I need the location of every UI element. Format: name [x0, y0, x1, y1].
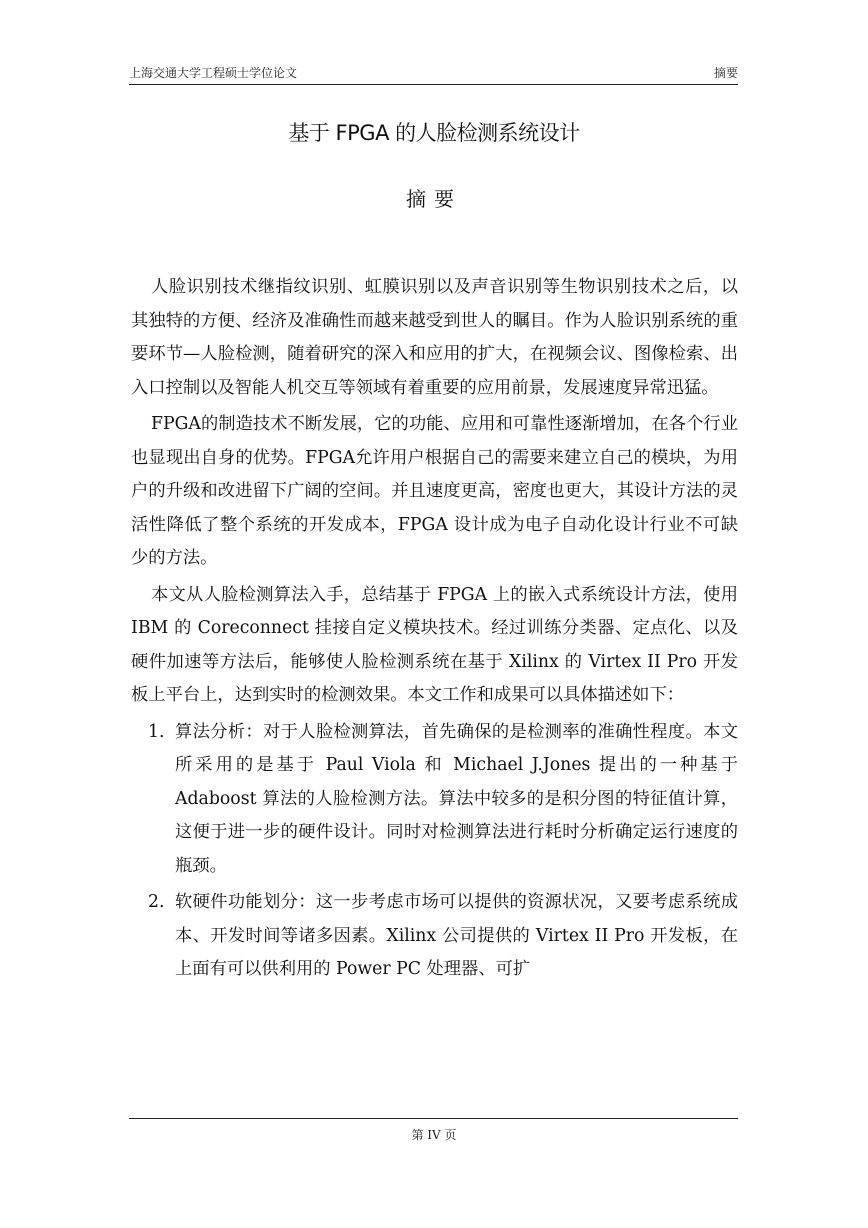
footer-divider: [129, 1118, 738, 1119]
list-item-text: 算法分析：对于人脸检测算法，首先确保的是检测率的准确性程度。本文所采用的是基于 Paul Viola 和 Michael J.Jones 提出的一种基于 Adaboost 算法的人脸检测方法。算法中较多的是积分图的特征值计算，这便于进一步的硬件设计。同时对检测算法进行耗时分析确定运行速度的瓶颈。: [175, 721, 738, 876]
paragraph: 人脸识别技术继指纹识别、虹膜识别以及声音识别等生物识别技术之后，以其独特的方便、经济及准确性而越来越受到世人的瞩目。作为人脸识别系统的重要环节—人脸检测，随着研究的深入和应用的扩大，在视频会议、图像检索、出入口控制以及智能人机交互等领域有着重要的应用前景，发展速度异常迅猛。: [131, 277, 738, 398]
header-thesis-label: 上海交通大学工程硕士学位论文: [129, 66, 298, 80]
page-header: [129, 62, 738, 85]
header-section-label: 摘要: [713, 66, 738, 80]
section-heading: 摘要: [406, 187, 462, 211]
list-item-number: 2.: [148, 892, 165, 912]
document-title: 基于 FPGA 的人脸检测系统设计: [288, 121, 580, 145]
numbered-list: [131, 716, 738, 987]
list-item: [131, 716, 738, 884]
paragraph: 本文从人脸检测算法入手，总结基于 FPGA 上的嵌入式系统设计方法，使用 IBM 的 Coreconnect 挂接自定义模块技术。经过训练分类器、定点化、以及硬件加速等方法后，能够使人脸检测系统在基于 Xilinx 的 Virtex II Pro 开发板上平台上，达到实时的检测效果。本文工作和成果可以具体描述如下：: [131, 584, 738, 705]
page-number: 第 IV 页: [411, 1128, 457, 1142]
list-item-number: 1.: [148, 721, 165, 742]
list-item-text: 软硬件功能划分：这一步考虑市场可以提供的资源状况，又要考虑系统成本、开发时间等诸多因素。Xilinx 公司提供的 Virtex II Pro 开发板，在上面有可以供利用的 Power PC 处理器、可扩: [175, 892, 738, 979]
list-item: [131, 886, 738, 987]
abstract-body: [131, 271, 738, 987]
paragraph: FPGA的制造技术不断发展，它的功能、应用和可靠性逐渐增加，在各个行业也显现出自身的优势。FPGA允许用户根据自己的需要来建立自己的模块，为用户的升级和改进留下广阔的空间。并且速度更高，密度也更大，其设计方法的灵活性降低了整个系统的开发成本，FPGA 设计成为电子自动化设计行业不可缺少的方法。: [131, 414, 738, 568]
